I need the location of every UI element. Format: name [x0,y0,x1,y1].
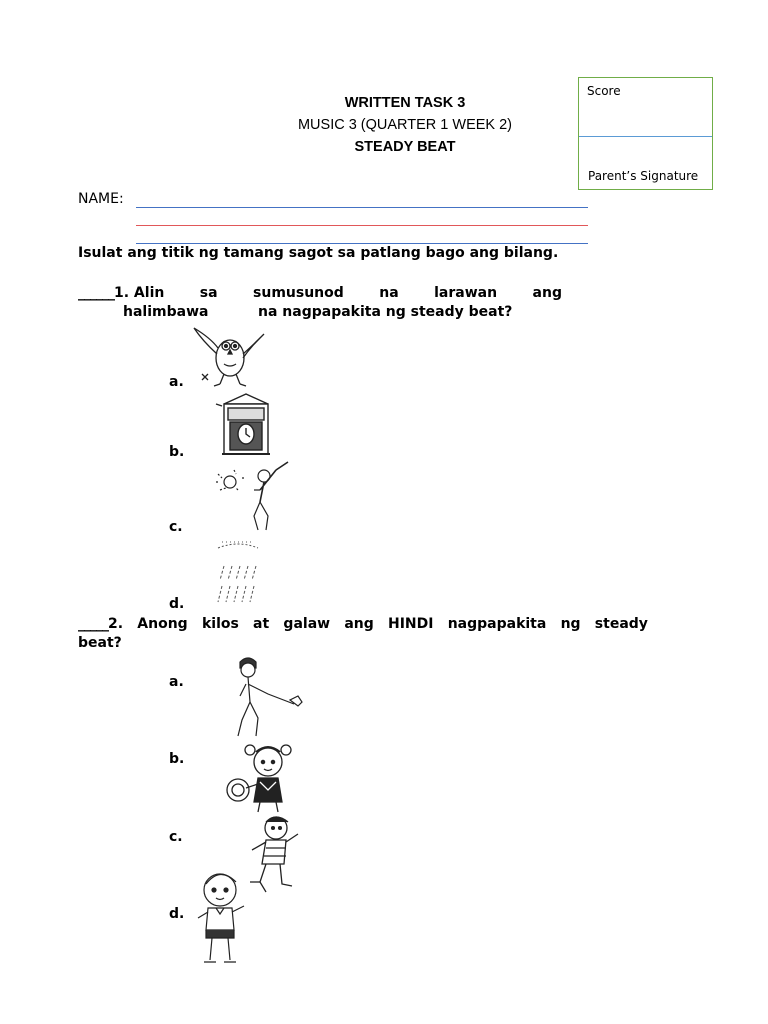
question-2-first-word: _____2. [78,616,124,632]
page-title: WRITTEN TASK 3 [344,95,466,111]
name-label: NAME: [78,191,124,207]
topic-title: STEADY BEAT [354,139,456,155]
question-2-word: ang [344,616,374,632]
man-hammering-icon [228,654,308,738]
question-2 [78,615,648,653]
instructions: Isulat ang titik ng tamang sagot sa patlang bago ang bilang. [78,245,559,261]
q2-option-a-label[interactable]: a. [169,674,184,690]
question-2-word: nagpapakita [447,616,547,632]
q1-option-b-label[interactable]: b. [169,444,185,460]
question-1-word: na nagpapakita ng steady beat? [258,304,513,320]
question-2-word: ng [560,616,581,632]
title-block [250,92,560,158]
q1-option-a-label[interactable]: a. [169,374,184,390]
subject-title: MUSIC 3 (QUARTER 1 WEEK 2) [297,117,513,133]
girl-tambourine-icon [224,740,304,814]
question-1-word: ang [532,285,562,301]
score-box-divider [579,136,712,137]
name-line-2 [136,225,588,226]
question-2-word: HINDI [387,616,434,632]
answer-blank-2[interactable]: _____ [78,616,108,632]
answer-blank-1[interactable]: ______ [78,285,114,301]
name-line-3 [136,243,588,244]
question-1-word: larawan [434,285,498,301]
q1-option-c-label[interactable]: c. [169,519,183,535]
question-1-word: halimbawa [123,304,209,320]
question-1 [78,284,562,322]
q1-option-d-label[interactable]: d. [169,596,185,612]
score-label: Score [587,84,621,98]
score-box [578,77,713,190]
q2-option-b-label[interactable]: b. [169,751,185,767]
clock-icon [214,392,278,458]
bird-icon [190,324,266,388]
name-line[interactable] [136,207,588,208]
q2-option-c-label[interactable]: c. [169,829,183,845]
question-2-word: kilos [201,616,239,632]
question-2-word: galaw [283,616,331,632]
question-1-word: na [379,285,399,301]
baseball-batter-icon [208,460,294,532]
question-1-word: sa [199,285,218,301]
question-1-word: sumusunod [253,285,344,301]
question-2-line2: beat? [78,635,122,651]
question-1-first-word: ______1. Alin [78,285,165,301]
question-2-word: at [253,616,270,632]
question-2-word: steady [594,616,648,632]
boy-clapping-icon [194,868,250,964]
q2-option-d-label[interactable]: d. [169,906,185,922]
parent-signature-label: Parent’s Signature [588,169,699,183]
rain-icon [210,536,266,612]
question-2-word: Anong [137,616,188,632]
